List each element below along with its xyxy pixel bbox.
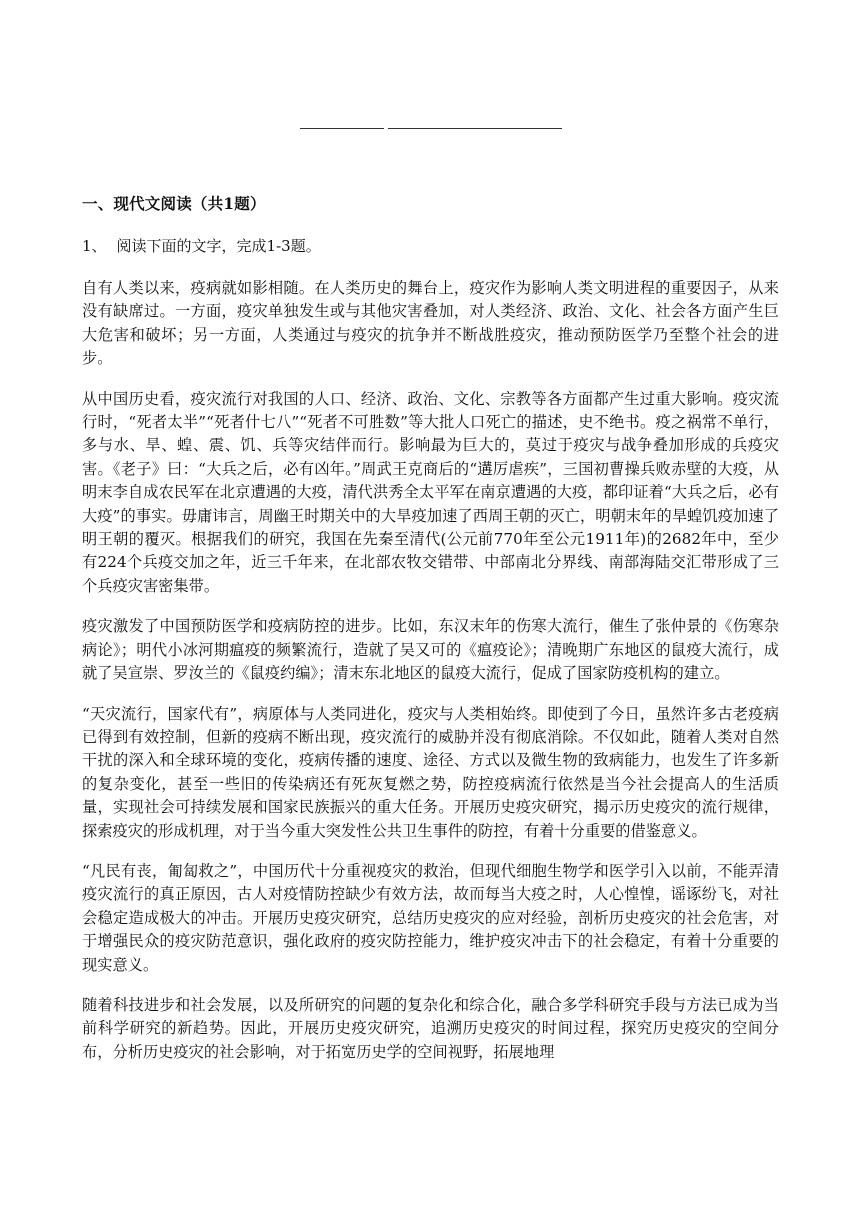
passage-paragraph: “凡民有丧，匍匐救之”，中国历代十分重视疫灾的救治，但现代细胞生物学和医学引入以前，不能弄清疫灾流行的真正原因，古人对疫情防控缺少有效方法，故而每当大疫之时，人心惶惶，谣诼纷飞，对社会稳定造成极大的冲击。开展历史疫灾研究，总结历史疫灾的应对经验，剖析历史疫灾的社会危害，对于增强民众的疫灾防范意识，强化政府的疫灾防控能力，维护疫灾冲击下的社会稳定，有着十分重要的现实意义。 <box>82 861 779 974</box>
passage-paragraph: “天灾流行，国家代有”，病原体与人类同进化，疫灾与人类相始终。即使到了今日，虽然许多古老疫病已得到有效控制，但新的疫病不断出现，疫灾流行的威胁并没有彻底消除。不仅如此，随着人类对自然干扰的深入和全球环境的变化，疫病传播的速度、途径、方式以及微生物的致病能力，也发生了许多新的复杂变化，甚至一些旧的传染病还有死灰复燃之势，防控疫病流行依然是当今社会提高人的生活质量，实现社会可持续发展和国家民族振兴的重大任务。开展历史疫灾研究，揭示历史疫灾的流行规律，探索疫灾的形成机理，对于当今重大突发性公共卫生事件的防控，有着十分重要的借鉴意义。 <box>82 704 779 840</box>
question-number: 1、 <box>82 237 107 255</box>
section-heading: 一、现代文阅读（共1题） <box>82 194 266 213</box>
passage-paragraph: 疫灾激发了中国预防医学和疫病防控的进步。比如，东汉末年的伤寒大流行，催生了张仲景的《伤寒杂病论》；明代小冰河期瘟疫的频繁流行，造就了吴又可的《瘟疫论》；清晚期广东地区的鼠疫大流行，成就了吴宣崇、罗汝兰的《鼠疫约编》；清末东北地区的鼠疫大流行，促成了国家防疫机构的建立。 <box>82 617 779 683</box>
passage-paragraph: 自有人类以来，疫病就如影相随。在人类历史的舞台上，疫灾作为影响人类文明进程的重要因子，从来没有缺席过。一方面，疫灾单独发生或与其他灾害叠加，对人类经济、政治、文化、社会各方面产生巨大危害和破坏；另一方面，人类通过与疫灾的抗争并不断战胜疫灾，推动预防医学乃至整个社会的进步。 <box>82 279 779 368</box>
class-blank-line <box>388 128 562 129</box>
passage-paragraph: 从中国历史看，疫灾流行对我国的人口、经济、政治、文化、宗教等各方面都产生过重大影响。疫灾流行时，“死者太半”“死者什七八”“死者不可胜数”等大批人口死亡的描述，史不绝书。疫之祸常不单行，多与水、旱、蝗、震、饥、兵等灾结伴而行。影响最为巨大的，莫过于疫灾与战争叠加形成的兵疫灾害。《老子》曰：“大兵之后，必有凶年。”周武王克商后的“遘厉虐疾”，三国初曹操兵败赤壁的大疫，从明末李自成农民军在北京遭遇的大疫，清代洪秀全太平军在南京遭遇的大疫，都印证着“大兵之后，必有大疫”的事实。毋庸讳言，周幽王时期关中的大旱疫加速了西周王朝的灭亡，明朝末年的旱蝗饥疫加速了明王朝的覆灭。根据我们的研究，我国在先秦至清代(公元前770年至公元1911年)的2682年中，至少有224个兵疫交加之年，近三千年来，在北部农牧交错带、中部南北分界线、南部海陆交汇带形成了三个兵疫灾害密集带。 <box>82 389 779 595</box>
passage-paragraph: 随着科技进步和社会发展，以及所研究的问题的复杂化和综合化，融合多学科研究手段与方法已成为当前科学研究的新趋势。因此，开展历史疫灾研究，追溯历史疫灾的时间过程，探究历史疫灾的空间分布，分析历史疫灾的社会影响，对于拓宽历史学的空间视野，拓展地理 <box>82 995 779 1061</box>
header-blank-lines <box>300 128 562 130</box>
question-line <box>82 235 321 256</box>
reading-passage <box>82 277 779 1081</box>
name-blank-line <box>300 128 384 129</box>
question-prompt: 阅读下面的文字，完成1-3题。 <box>116 237 321 255</box>
